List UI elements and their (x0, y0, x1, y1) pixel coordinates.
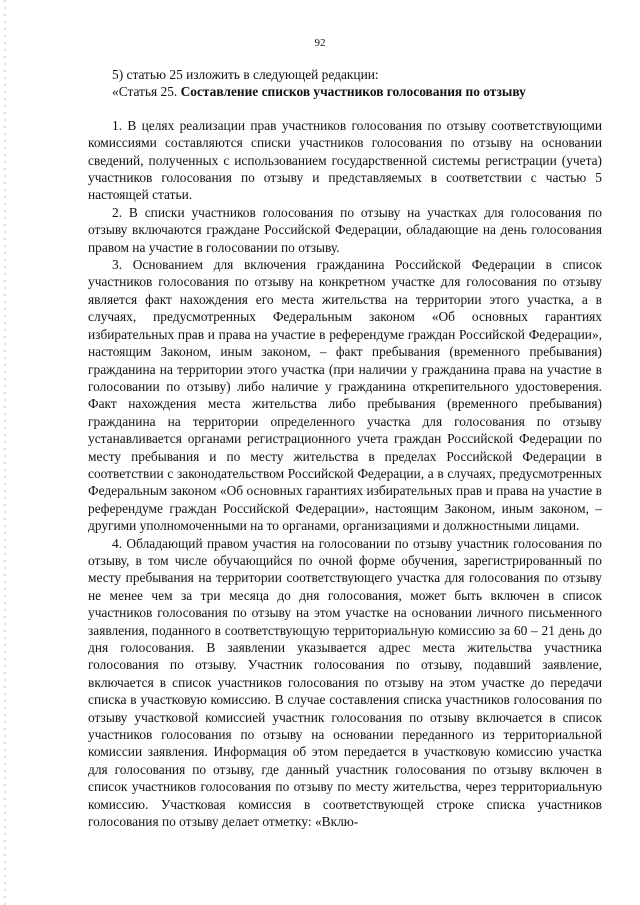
heading-spacer (88, 101, 602, 117)
paragraph-2: 2. В списки участников голосования по отзыву на участках для голосования по отзыву включаются граждане Российской Федерации, обладающие на день голосования правом на участие в голосовании по отзыву. (88, 204, 602, 255)
paragraph-4: 4. Обладающий правом участия на голосовании по отзыву участник голосования по отзыву, в том числе обучающийся по очной форме обучения, зарегистрированный по месту пребывания на территории соответствующего участка для голосования по отзыву не менее чем за три месяца до дня голосования, может быть включен в список участников голосования по отзыву на этом участке на основании личного письменного заявления, поданного в соответствующую территориальную комиссию за 60 – 21 день до дня голосования. В заявлении указывается адрес места жительства участника голосования по отзыву. Участник голосования по отзыву, подавший заявление, включается в список участников голосования по отзыву на этом участке до передачи списка в участковую комиссию. В случае составления списка участников голосования по отзыву участковой комиссией участник голосования по отзыву включается в список участников голосования по отзыву на основании переданного из территориальной комиссии заявления. Информация об этом передается в участковую комиссию участка для голосования по отзыву, где данный участник голосования по отзыву включен в список участников голосования по отзыву по месту жительства, через территориальную комиссию. Участковая комиссия в соответствующей строке списка участников голосования по отзыву делает отметку: «Вклю- (88, 535, 602, 830)
page-number: 92 (314, 37, 326, 49)
article-number: «Статья 25. (112, 84, 181, 100)
paragraph-1: 1. В целях реализации прав участников голосования по отзыву соответствующими комиссиями составляются списки участников голосования по отзыву на основании сведений, полученных с использованием государственной системы регистрации (учета) участников голосования по отзыву и представляемых в соответствии с частью 5 настоящей статьи. (88, 117, 602, 203)
article-title: Составление списков участников голосования по отзыву (180, 84, 526, 100)
paragraph-3: 3. Основанием для включения гражданина Российской Федерации в список участников голосования по отзыву на конкретном участке для голосования по отзыву является факт нахождения его места жительства на территории этого участка, а в случаях, предусмотренных Федеральным законом «Об основных гарантиях избирательных прав и права на участие в референдуме граждан Российской Федерации», настоящим Законом, иным законом, – факт пребывания (временного пребывания) гражданина на территории этого участка (при наличии у гражданина права на участие в голосовании по отзыву) либо наличие у гражданина открепительного удостоверения. Факт нахождения места жительства либо пребывания (временного пребывания) гражданина на территории определенного участка для голосования по отзыву устанавливается органами регистрационного учета граждан Российской Федерации по месту пребывания и по месту жительства в пределах Российской Федерации в соответствии с законодательством Российской Федерации, а в случаях, предусмотренных Федеральным законом «Об основных гарантиях избирательных прав и права на участие в референдуме граждан Российской Федерации», настоящим Законом, иным законом, – другими уполномоченными на то органами, организациями и должностными лицами. (88, 257, 602, 534)
scan-edge-marks (4, 0, 6, 905)
document-body (88, 66, 602, 830)
article-heading (88, 83, 602, 100)
amendment-intro: 5) статью 25 изложить в следующей редакции: (112, 67, 379, 82)
